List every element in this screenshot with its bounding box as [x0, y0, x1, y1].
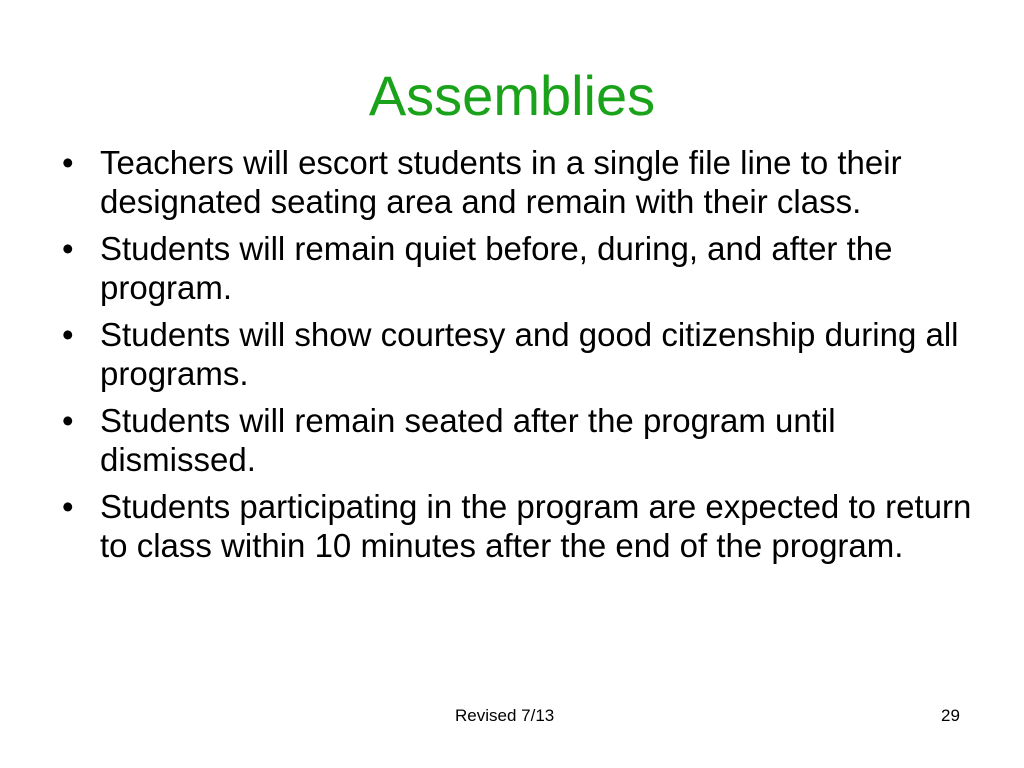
slide-title: Assemblies [368, 64, 656, 127]
bullet-marker: • [62, 316, 74, 353]
bullet-text: Students will remain seated after the program until dismissed. [100, 402, 836, 478]
bullet-list [58, 143, 978, 573]
bullet-marker: • [62, 488, 74, 525]
bullet-item [58, 229, 978, 307]
bullet-item [58, 401, 978, 479]
bullet-text: Students will show courtesy and good citizenship during all programs. [100, 316, 959, 392]
bullet-text: Students participating in the program are expected to return to class within 10 minutes after the end of the program. [100, 488, 972, 564]
bullet-item [58, 143, 978, 221]
bullet-marker: • [62, 402, 74, 439]
bullet-item [58, 487, 978, 565]
bullet-text: Teachers will escort students in a single file line to their designated seating area and remain with their class. [100, 144, 902, 220]
bullet-marker: • [62, 230, 74, 267]
footer-revised-date: Revised 7/13 [455, 706, 555, 725]
bullet-text: Students will remain quiet before, during, and after the program. [100, 230, 893, 306]
bullet-marker: • [62, 144, 74, 181]
slide-number: 29 [941, 706, 960, 725]
bullet-item [58, 315, 978, 393]
